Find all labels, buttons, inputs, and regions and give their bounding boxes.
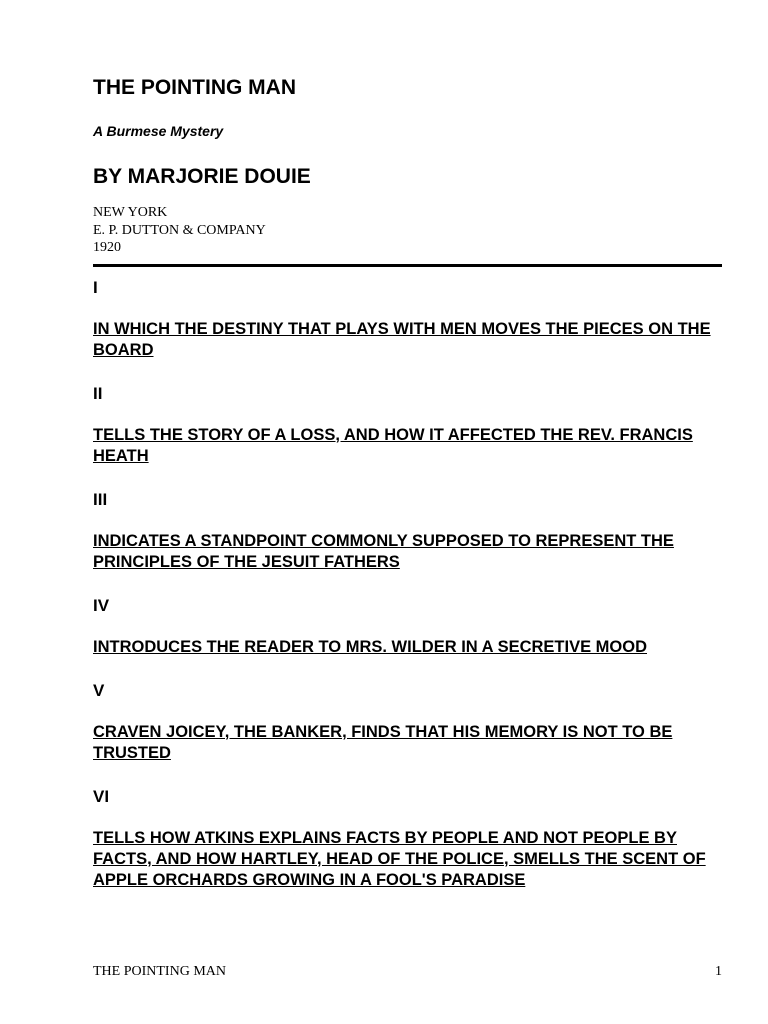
imprint-city: NEW YORK [93, 205, 168, 220]
chapter-title-link[interactable]: INDICATES A STANDPOINT COMMONLY SUPPOSED TO REPRESENT THE PRINCIPLES OF THE JESUIT FATHERS [93, 531, 674, 571]
chapter-title-link[interactable]: TELLS HOW ATKINS EXPLAINS FACTS BY PEOPLE AND NOT PEOPLE BY FACTS, AND HOW HARTLEY, HEAD OF THE POLICE, SMELLS THE SCENT OF APPLE ORCHARDS GROWING IN A FOOL'S PARADISE [93, 828, 706, 889]
imprint-publisher: E. P. DUTTON & COMPANY [93, 222, 266, 238]
horizontal-rule [93, 264, 722, 267]
toc-entry [93, 786, 722, 891]
chapter-title-link[interactable]: IN WHICH THE DESTINY THAT PLAYS WITH MEN MOVES THE PIECES ON THE BOARD [93, 319, 711, 359]
chapter-number: II [93, 383, 103, 403]
chapter-title-link[interactable]: CRAVEN JOICEY, THE BANKER, FINDS THAT HIS MEMORY IS NOT TO BE TRUSTED [93, 722, 673, 762]
page-number: 1 [715, 964, 722, 979]
book-title: THE POINTING MAN [93, 76, 296, 99]
chapter-number: VI [93, 786, 110, 806]
imprint-block [93, 204, 722, 257]
imprint-year: 1920 [93, 240, 121, 255]
toc-entry [93, 595, 722, 658]
chapter-number: V [93, 680, 105, 700]
chapter-number: I [93, 277, 98, 297]
document-page [93, 74, 722, 913]
book-subtitle: A Burmese Mystery [93, 123, 224, 139]
toc-entry [93, 680, 722, 764]
chapter-title-link[interactable]: TELLS THE STORY OF A LOSS, AND HOW IT AFFECTED THE REV. FRANCIS HEATH [93, 425, 693, 465]
toc-entry [93, 489, 722, 573]
book-author: BY MARJORIE DOUIE [93, 165, 311, 188]
chapter-title-link[interactable]: INTRODUCES THE READER TO MRS. WILDER IN A SECRETIVE MOOD [93, 637, 647, 656]
chapter-number: IV [93, 595, 110, 615]
running-title: THE POINTING MAN [93, 964, 226, 979]
chapter-number: III [93, 489, 108, 509]
toc-entry [93, 383, 722, 467]
toc-entry [93, 277, 722, 361]
table-of-contents [93, 277, 722, 891]
